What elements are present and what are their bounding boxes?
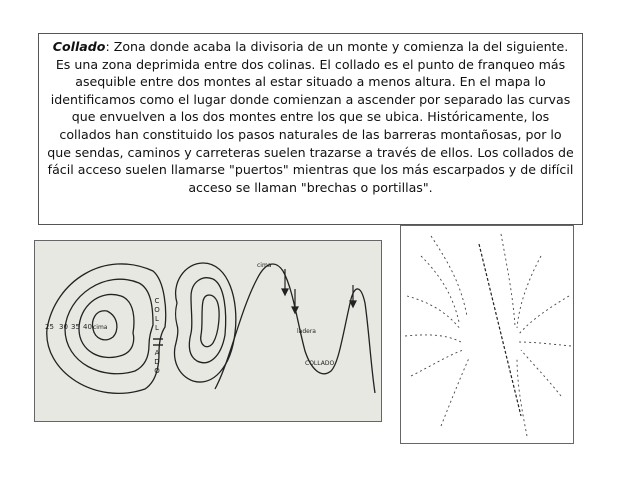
faint-contour-line — [411, 350, 463, 376]
contour-label: 25 — [45, 323, 54, 331]
contour-label: 35 — [71, 323, 80, 331]
contour-line — [201, 295, 219, 347]
saddle-sketch-drawing — [401, 226, 575, 445]
summit-label: cima — [93, 324, 108, 331]
vertical-letter: C — [154, 297, 160, 305]
faint-contour-line — [519, 342, 571, 346]
contour-line — [175, 263, 236, 382]
contour-label: 40 — [83, 323, 92, 331]
faint-contour-line — [519, 296, 569, 334]
definition-box — [38, 33, 583, 225]
saddle-contour-sketch — [400, 225, 574, 444]
faint-contour-line — [431, 236, 467, 316]
arrow-head — [350, 301, 356, 307]
contour-profile-drawing — [35, 241, 383, 423]
faint-contour-line — [405, 335, 461, 342]
faint-contour-line — [517, 358, 527, 436]
contour-line — [189, 278, 225, 363]
faint-contour-line — [521, 350, 561, 396]
faint-contour-line — [517, 256, 541, 328]
vertical-letter: A — [154, 349, 160, 357]
term-collado: Collado — [52, 39, 106, 54]
faint-contour-line — [501, 234, 515, 326]
definition-text: : Zona donde acaba la divisoria de un monte y comienza la del siguiente. Es una zona deprimida entre dos colinas. El collado es el punto de franqueo más asequible entre dos montes al estar situado a menos altura. En el mapa lo identificamos como el lugar donde comienzan a ascender por separado las curvas que envuelven a los dos montes entre los que se ubica. Históricamente, los collados han constituido los pasos naturales de las barreras montañosas, por lo que sendas, caminos y carreteras suelen trazarse a través de ellos. Los collados de fácil acceso suelen llamarse "puertos" mientras que los más escarpados y de difícil acceso se llaman "brechas o portillas". — [47, 39, 574, 195]
arrow-head — [292, 307, 298, 313]
vertical-letter: O — [154, 367, 160, 375]
profile-side-label: ladera — [297, 328, 316, 335]
vertical-letter: L — [155, 315, 159, 323]
faint-contour-line — [407, 296, 461, 330]
vertical-letter: L — [155, 324, 159, 332]
vertical-letter: D — [154, 358, 160, 366]
arrow-head — [282, 289, 288, 295]
vertical-letter: O — [154, 306, 160, 314]
ridge-line — [479, 244, 521, 416]
faint-contour-line — [421, 256, 459, 322]
profile-top-label: cima — [257, 262, 272, 269]
faint-contour-line — [441, 358, 469, 426]
terrain-profile-line — [215, 264, 375, 393]
contour-label: 30 — [59, 323, 68, 331]
profile-saddle-label: COLLADO — [305, 360, 335, 367]
contour-profile-diagram — [34, 240, 382, 422]
